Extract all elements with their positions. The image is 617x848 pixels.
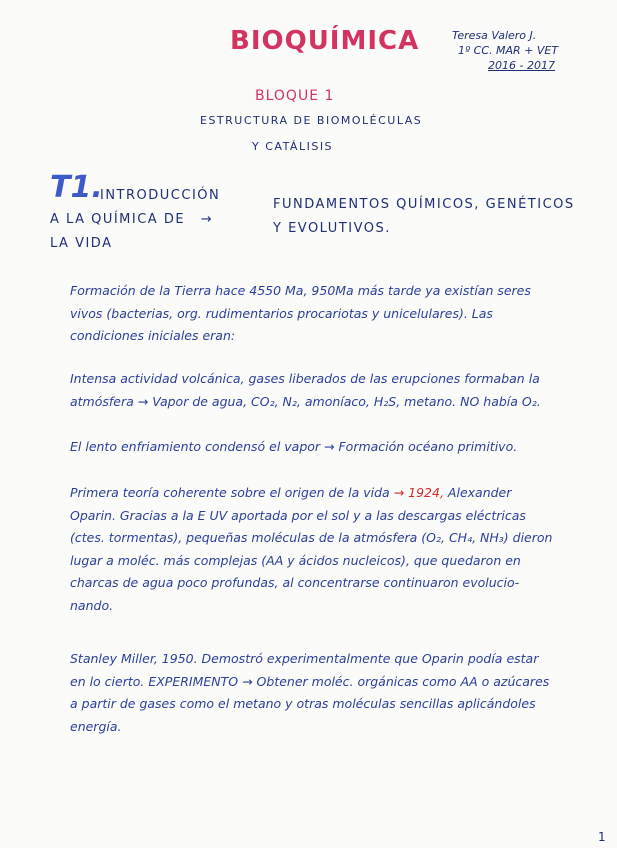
topic-heading-line3: LA VIDA (50, 236, 113, 251)
oparin-year: → 1924, (393, 485, 444, 500)
topic-heading (50, 184, 220, 256)
oparin-text: Alexander Oparin. Gracias a la E UV aportada por el sol y a las descargas eléctricas (ctes. tormentas), pequeñas moléculas de la atmósfera (O₂, CH₄, NH₃) dieron lugar a moléc. más complejas (AA y ácidos nucleicos), que quedaron en charcas de agua poco profundas, al concentrarse continuaron evolucio-nando. (70, 485, 553, 613)
topic-heading-line1: INTRODUCCIÓN (100, 188, 221, 203)
paragraph-conditions: Intensa actividad volcánica, gases liberados de las erupciones formaban la atmósfera → Vapor de agua, CO₂, N₂, amoníaco, H₂S, metano. NO había O₂. (70, 371, 541, 409)
paragraph-miller: Stanley Miller, 1950. Demostró experimentalmente que Oparin podía estar en lo cierto. EXPERIMENTO → Obtener moléc. orgánicas como AA o azúcares a partir de gases como el metano y otras moléculas sencillas aplicándoles energía. (70, 651, 550, 734)
topic-heading-line2-row (50, 208, 220, 232)
block-subtitle-line1: ESTRUCTURA DE BIOMOLÉCULAS (200, 114, 423, 127)
document-title: BIOQUÍMICA (230, 26, 420, 56)
paragraph-cooling: El lento enfriamiento condensó el vapor → Formación océano primitivo. (70, 439, 518, 454)
arrow-icon: → (200, 212, 214, 227)
author-name: Teresa Valero J. (452, 29, 537, 42)
topic-subheading (273, 193, 575, 241)
author-block (452, 28, 558, 73)
paragraph-formation: Formación de la Tierra hace 4550 Ma, 950Ma más tarde ya existían seres vivos (bacterias, org. rudimentarios procariotas y unicelulares). Las condiciones iniciales eran: (70, 283, 531, 343)
topic-heading-line2: A LA QUÍMICA DE (50, 212, 186, 227)
topic-number: T1. (50, 170, 103, 205)
author-course: 1º CC. MAR + VET (458, 44, 559, 57)
topic-subheading-line1: FUNDAMENTOS QUÍMICOS, GENÉTICOS (273, 197, 575, 212)
paragraph-oparin (70, 482, 555, 617)
topic-subheading-line2: Y EVOLUTIVOS. (273, 221, 391, 236)
block-subtitle-line2: Y CATÁLISIS (252, 140, 334, 153)
page-number: 1 (598, 830, 606, 844)
oparin-intro: Primera teoría coherente sobre el origen de la vida (70, 485, 390, 500)
block-label: BLOQUE 1 (255, 88, 335, 104)
author-year: 2016 - 2017 (488, 59, 555, 72)
